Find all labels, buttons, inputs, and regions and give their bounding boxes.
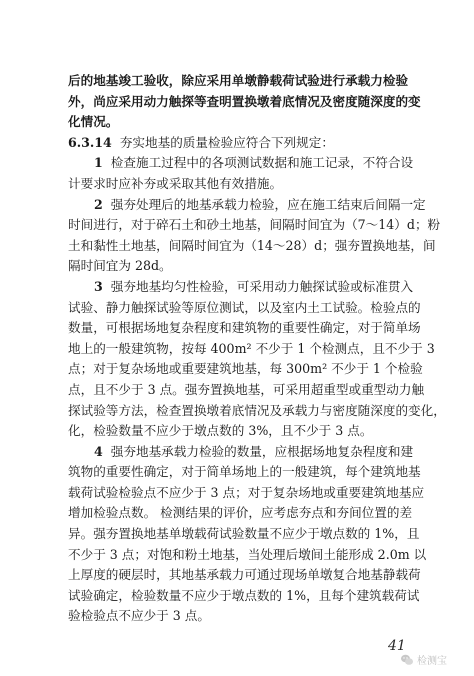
item-text: 强夯地基均匀性检验，可采用动力触探试验或标准贯入 (110, 278, 414, 294)
wechat-icon (400, 653, 414, 667)
watermark-text: 检测宝 (417, 656, 447, 667)
text-line: 试验、静力触探试验等原位测试，以及室内土工试验。检验点的 (68, 299, 421, 315)
watermark (400, 652, 447, 667)
text-line: 增加检验点数。 检测结果的评价，应考虑夯点和夯间位置的差 (68, 505, 413, 521)
text-line: 外，尚应采用动力触探等查明置换墩着底情况及密度随深度的变 (68, 93, 421, 109)
text-line: 土和黏性土地基，间隔时间宜为（14～28）d；强夯置换地基，间 (68, 237, 436, 253)
text-line: 筑物的重要性确定，对于简单场地上的一般建筑，每个建筑地基 (68, 464, 421, 480)
text-line: 试验确定，检验数量不应少于墩点数的 1%，且每个建筑载荷试 (68, 587, 420, 603)
text-line: 隔时间宜为 28d。 (68, 258, 172, 274)
item-first-line (68, 153, 420, 174)
text-line: 点，且不少于 3 点。强夯置换地基，可采用超重型或重型动力触 (68, 381, 425, 397)
item-text: 强夯处理后的地基承载力检验，应在施工结束后间隔一定 (110, 196, 426, 212)
item-first-line (68, 195, 426, 216)
text-line: 上厚度的硬层时，其地基承载力可通过现场单墩复合地基静载荷 (68, 567, 421, 583)
item-number: 2 (94, 196, 103, 212)
text-line: 数量，可根据场地复杂程度和建筑物的重要性确定，对于简单场 (68, 320, 421, 336)
text-line: 载荷试验检验点不应少于 3 点；对于复杂场地或重要建筑地基应 (68, 484, 425, 500)
item-text: 检查施工过程中的各项测试数据和施工记录，不符合设 (110, 155, 414, 171)
clause-title: 夯实地基的质量检验应符合下列规定： (119, 134, 334, 150)
item-number: 1 (94, 155, 103, 171)
body-text (68, 71, 446, 627)
item-text: 强夯地基承载力检验的数量，应根据场地复杂程度和建 (110, 443, 414, 459)
text-line: 点；对于复杂场地或重要建筑地基，每 300m² 不少于 1 个检验 (68, 361, 423, 377)
text-line: 后的地基竣工验收，除应采用单墩静载荷试验进行承载力检验 (68, 73, 409, 88)
text-line: 地上的一般建筑物，按每 400m² 不少于 1 个检测点，且不少于 3 (68, 340, 435, 356)
text-line: 化，检验数量不应少于墩点数的 3%，且不少于 3 点。 (68, 423, 373, 439)
text-line: 不少于 3 点；对饱和粉土地基，当处理后墩间土能形成 2.0m 以 (68, 546, 427, 562)
item-first-line (68, 442, 420, 463)
text-line: 验检验点不应少于 3 点。 (68, 608, 210, 624)
text-line: 探试验等方法，检查置换墩着底情况及承载力与密度随深度的变化， (68, 402, 446, 418)
text-line: 化情况。 (68, 114, 119, 130)
text-line: 异。强夯置换地基单墩载荷试验数量不应少于墩点数的 1%，且 (68, 526, 420, 542)
item-first-line (68, 277, 420, 298)
page-number: 41 (388, 638, 406, 654)
clause-number: 6.3.14 (68, 134, 112, 150)
clause-heading (68, 133, 420, 154)
text-line: 时间进行，对于碎石土和砂土地基，间隔时间宜为（7～14）d；粉 (68, 217, 441, 233)
item-number: 4 (94, 443, 103, 459)
item-number: 3 (94, 278, 103, 294)
text-line: 计要求时应补夯或采取其他有效措施。 (68, 175, 283, 191)
